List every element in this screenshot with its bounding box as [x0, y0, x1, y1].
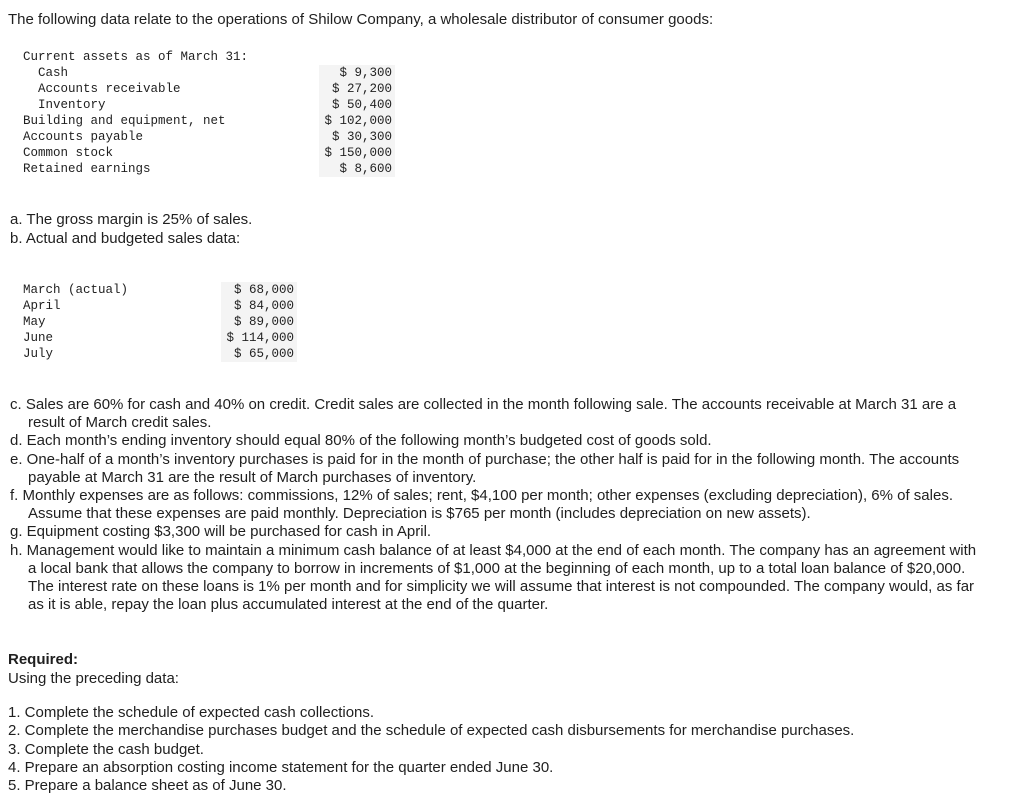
row-value: $ 89,000	[221, 314, 297, 330]
row-value: $ 102,000	[319, 113, 395, 129]
table-row	[20, 129, 395, 145]
note-d: d. Each month’s ending inventory should equal 80% of the following month’s budgeted cost of goods sold.	[10, 432, 712, 450]
row-label: Cash	[38, 66, 69, 80]
table-row	[20, 113, 395, 129]
balances-table	[20, 49, 395, 177]
task-1: 1. Complete the schedule of expected cash collections.	[8, 704, 375, 721]
note-f: f. Monthly expenses are as follows: commissions, 12% of sales; rent, $4,100 per month; other expenses (excluding depreciation), 6% of sales. Assume that these expenses are paid monthly. Depreciation is $765 per month (includes depreciation on new assets).	[10, 487, 953, 523]
note-e: e. One-half of a month’s inventory purchases is paid for in the month of purchase; the other half is paid for in the following month. The accounts payable at March 31 are the result of March purchases of inventory.	[10, 450, 960, 486]
row-label: July	[23, 347, 54, 361]
required-title: Required:	[8, 651, 79, 668]
row-label: Building and equipment, net	[23, 114, 226, 128]
note-h: h. Management would like to maintain a minimum cash balance of at least $4,000 at the end of each month. The company has an agreement with a local bank that allows the company to borrow in increments of $1,000 at the beginning of each month, up to a total loan balance of $20,000. The interest rate on these loans is 1% per month and for simplicity we will assume that interest is not compounded. The company would, as far as it is able, repay the loan plus accumulated interest at the end of the quarter.	[10, 541, 977, 614]
notes-list	[10, 396, 985, 614]
task-2: 2. Complete the merchandise purchases budget and the schedule of expected cash disbursements for merchandise purchases.	[8, 722, 855, 740]
row-value: $ 30,300	[319, 129, 395, 145]
note-a: a. The gross margin is 25% of sales.	[10, 211, 253, 228]
row-label: Retained earnings	[23, 162, 151, 176]
required-subtitle: Using the preceding data:	[8, 670, 179, 687]
note-g: g. Equipment costing $3,300 will be purchased for cash in April.	[10, 523, 432, 541]
task-4: 4. Prepare an absorption costing income statement for the quarter ended June 30.	[8, 758, 554, 776]
row-label: March (actual)	[23, 283, 129, 297]
row-value: $ 114,000	[221, 330, 297, 346]
table-row	[20, 81, 395, 97]
row-value: $ 150,000	[319, 145, 395, 161]
required-section	[8, 650, 179, 688]
row-label: June	[23, 331, 54, 345]
table-row	[20, 298, 297, 314]
row-value: $ 68,000	[221, 282, 297, 298]
row-value: $ 9,300	[319, 65, 395, 81]
row-value: $ 50,400	[319, 97, 395, 113]
row-label: Inventory	[38, 98, 106, 112]
row-value: $ 8,600	[319, 161, 395, 177]
table-row	[20, 282, 297, 298]
table-row	[20, 346, 297, 362]
table-row	[20, 161, 395, 177]
sales-table	[20, 282, 297, 362]
row-label: Accounts receivable	[38, 82, 181, 96]
row-label: May	[23, 315, 46, 329]
table-row	[20, 65, 395, 81]
table-row	[20, 145, 395, 161]
task-5: 5. Prepare a balance sheet as of June 30.	[8, 777, 287, 795]
row-value: $ 65,000	[221, 346, 297, 362]
table-row	[20, 49, 395, 65]
row-label: April	[23, 299, 61, 313]
table-row	[20, 97, 395, 113]
notes-ab	[10, 210, 252, 248]
tasks-list	[8, 704, 854, 795]
row-value: $ 84,000	[221, 298, 297, 314]
row-label: Accounts payable	[23, 130, 144, 144]
intro-text: The following data relate to the operations of Shilow Company, a wholesale distributor of consumer goods:	[8, 11, 714, 28]
row-value: $ 27,200	[319, 81, 395, 97]
row-label: Common stock	[23, 146, 114, 160]
task-3: 3. Complete the cash budget.	[8, 740, 204, 758]
table-row	[20, 330, 297, 346]
table-row	[20, 314, 297, 330]
note-c: c. Sales are 60% for cash and 40% on credit. Credit sales are collected in the month following sale. The accounts receivable at March 31 are a result of March credit sales.	[10, 396, 957, 432]
balances-header: Current assets as of March 31:	[23, 50, 249, 64]
note-b: b. Actual and budgeted sales data:	[10, 230, 241, 247]
